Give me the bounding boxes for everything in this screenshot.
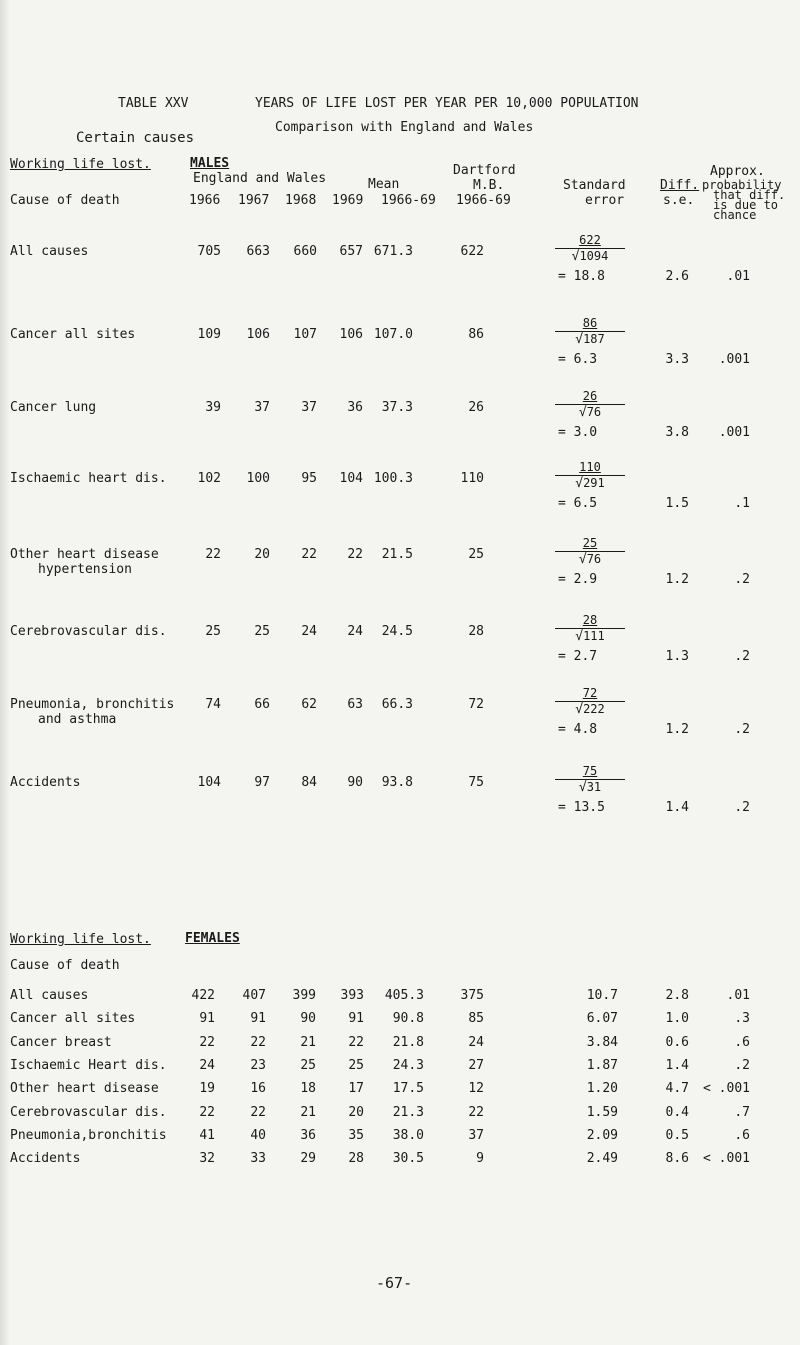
year-1966-label: 1966: [189, 193, 221, 208]
chance-label: chance: [713, 208, 757, 222]
male-mean: 100.3: [373, 471, 413, 486]
sqrt-icon: √: [575, 702, 584, 717]
se-denominator: 76: [586, 405, 602, 419]
female-cause: Other heart disease: [10, 1081, 159, 1097]
male-diff: 1.5: [665, 496, 689, 511]
probability-label: probability: [702, 178, 782, 192]
female-y1966: 91: [199, 1011, 215, 1027]
female-prob: .6: [734, 1034, 750, 1050]
male-se-fraction: [555, 233, 625, 264]
female-prob: .7: [734, 1104, 750, 1120]
error-label: error: [585, 193, 625, 208]
female-prob: < .001: [703, 1081, 750, 1097]
female-y1969: 91: [348, 1011, 364, 1027]
female-dartford: 37: [468, 1127, 484, 1143]
female-y1969: 20: [348, 1104, 364, 1120]
male-se-fraction: [555, 686, 625, 717]
year-1969-label: 1969: [332, 193, 364, 208]
female-prob: .01: [726, 988, 750, 1003]
female-mean: 30.5: [392, 1151, 424, 1167]
female-diff: 1.0: [665, 1011, 689, 1027]
male-dartford: 110: [460, 471, 484, 486]
female-y1967: 33: [250, 1151, 266, 1167]
male-se-fraction: [555, 460, 625, 491]
se-denominator: 111: [583, 629, 605, 643]
female-y1966: 22: [199, 1034, 215, 1050]
male-cause-continued: hypertension: [38, 562, 132, 577]
females-cause-label: Cause of death: [10, 958, 120, 973]
cause-of-death-label: Cause of death: [10, 193, 120, 208]
se-denominator: 76: [586, 552, 602, 566]
male-dartford: 25: [468, 547, 484, 562]
female-y1968: 25: [300, 1057, 316, 1073]
male-diff: 1.4: [665, 800, 689, 815]
female-y1968: 18: [300, 1081, 316, 1097]
male-dartford: 26: [468, 400, 484, 415]
male-se-value: = 6.5: [558, 496, 598, 511]
diff-label: Diff.: [660, 178, 700, 193]
male-cause: Accidents: [10, 775, 81, 790]
female-se: 1.59: [586, 1104, 618, 1120]
se-denominator: 222: [583, 702, 605, 716]
female-y1967: 91: [250, 1011, 266, 1027]
female-y1969: 22: [348, 1034, 364, 1050]
male-mean: 37.3: [381, 400, 413, 415]
female-dartford: 22: [468, 1104, 484, 1120]
male-dartford: 28: [468, 624, 484, 639]
male-diff: 3.8: [665, 425, 689, 440]
se-denominator: 291: [583, 476, 605, 490]
male-se-value: = 18.8: [558, 269, 605, 284]
male-y1969: 104: [339, 471, 363, 486]
female-diff: 1.4: [665, 1057, 689, 1073]
female-cause: Cerebrovascular dis.: [10, 1104, 167, 1120]
male-y1968: 37: [301, 400, 317, 415]
female-dartford: 9: [476, 1151, 484, 1167]
male-probability: .001: [718, 352, 750, 367]
female-y1968: 21: [300, 1104, 316, 1120]
female-mean: 17.5: [392, 1081, 424, 1097]
se-numerator: 110: [579, 460, 601, 474]
female-y1969: 28: [348, 1151, 364, 1167]
table-heading: YEARS OF LIFE LOST PER YEAR PER 10,000 POPULATION: [255, 96, 639, 111]
year-1968-label: 1968: [285, 193, 317, 208]
male-diff: 1.2: [665, 722, 689, 737]
female-mean: 90.8: [392, 1011, 424, 1027]
table-number: TABLE XXV: [118, 96, 189, 111]
male-y1966: 705: [197, 244, 221, 259]
male-se-value: = 2.7: [558, 649, 598, 664]
se-denominator: 187: [583, 332, 605, 346]
female-y1969: 25: [348, 1057, 364, 1073]
se-label: s.e.: [663, 193, 695, 208]
male-y1967: 25: [254, 624, 270, 639]
male-se-fraction: [555, 389, 625, 420]
male-y1968: 660: [293, 244, 317, 259]
male-dartford: 86: [468, 327, 484, 342]
male-y1967: 37: [254, 400, 270, 415]
male-y1968: 107: [293, 327, 317, 342]
male-se-value: = 2.9: [558, 572, 598, 587]
sqrt-icon: √: [578, 552, 587, 567]
se-denominator: 31: [586, 780, 602, 794]
male-y1968: 95: [301, 471, 317, 486]
female-dartford: 24: [468, 1034, 484, 1050]
female-y1969: 393: [340, 988, 364, 1003]
male-y1966: 22: [205, 547, 221, 562]
male-y1968: 84: [301, 775, 317, 790]
females-label: FEMALES: [185, 931, 240, 946]
male-y1967: 100: [246, 471, 270, 486]
male-se-fraction: [555, 536, 625, 567]
male-cause: Cancer lung: [10, 400, 97, 415]
male-probability: .01: [726, 269, 750, 284]
mean-label: Mean: [368, 177, 400, 192]
male-cause: Cerebrovascular dis.: [10, 624, 167, 639]
year-1967-label: 1967: [238, 193, 270, 208]
female-dartford: 27: [468, 1057, 484, 1073]
sqrt-icon: √: [571, 249, 580, 264]
male-dartford: 72: [468, 697, 484, 712]
male-y1967: 97: [254, 775, 270, 790]
female-y1969: 17: [348, 1081, 364, 1097]
page-edge-shadow: [0, 0, 10, 1345]
male-cause: All causes: [10, 244, 89, 259]
female-y1966: 41: [199, 1127, 215, 1143]
female-dartford: 85: [468, 1011, 484, 1027]
male-y1968: 22: [301, 547, 317, 562]
sqrt-icon: √: [575, 332, 584, 347]
male-se-value: = 4.8: [558, 722, 598, 737]
female-y1967: 407: [242, 988, 266, 1003]
male-y1969: 63: [347, 697, 363, 712]
female-diff: 4.7: [665, 1081, 689, 1097]
sqrt-icon: √: [578, 780, 587, 795]
female-y1966: 22: [199, 1104, 215, 1120]
male-probability: .001: [718, 425, 750, 440]
male-y1967: 66: [254, 697, 270, 712]
female-y1966: 19: [199, 1081, 215, 1097]
male-dartford: 622: [460, 244, 484, 259]
se-numerator: 72: [582, 686, 598, 700]
female-y1968: 90: [300, 1011, 316, 1027]
male-se-value: = 3.0: [558, 425, 598, 440]
female-y1968: 21: [300, 1034, 316, 1050]
male-se-fraction: [555, 764, 625, 795]
male-mean: 24.5: [381, 624, 413, 639]
male-y1967: 663: [246, 244, 270, 259]
se-numerator: 26: [582, 389, 598, 403]
female-dartford: 12: [468, 1081, 484, 1097]
female-diff: 0.5: [665, 1127, 689, 1143]
working-life-label: Working life lost.: [10, 157, 151, 172]
male-probability: .2: [734, 649, 750, 664]
female-y1966: 422: [191, 988, 215, 1003]
female-y1966: 24: [199, 1057, 215, 1073]
male-diff: 1.3: [665, 649, 689, 664]
sqrt-icon: √: [575, 629, 584, 644]
female-cause: Cancer all sites: [10, 1011, 136, 1027]
female-diff: 0.6: [665, 1034, 689, 1050]
female-cause: Accidents: [10, 1151, 81, 1167]
female-y1968: 29: [300, 1151, 316, 1167]
female-diff: 0.4: [665, 1104, 689, 1120]
female-se: 1.87: [586, 1057, 618, 1073]
male-probability: .2: [734, 572, 750, 587]
dartford-label: Dartford: [453, 163, 516, 178]
certain-causes-label: Certain causes: [76, 130, 195, 146]
male-y1969: 106: [339, 327, 363, 342]
female-mean: 21.3: [392, 1104, 424, 1120]
female-prob: .6: [734, 1127, 750, 1143]
male-y1969: 90: [347, 775, 363, 790]
female-prob: .3: [734, 1011, 750, 1027]
male-cause: Ischaemic heart dis.: [10, 471, 167, 486]
female-y1969: 35: [348, 1127, 364, 1143]
male-mean: 21.5: [381, 547, 413, 562]
male-probability: .2: [734, 800, 750, 815]
male-probability: .2: [734, 722, 750, 737]
female-cause: Ischaemic Heart dis.: [10, 1057, 167, 1073]
female-diff: 2.8: [665, 988, 689, 1003]
se-numerator: 86: [582, 316, 598, 330]
page-number: -67-: [376, 1274, 413, 1292]
male-se-fraction: [555, 613, 625, 644]
male-diff: 1.2: [665, 572, 689, 587]
female-mean: 21.8: [392, 1034, 424, 1050]
male-y1966: 102: [197, 471, 221, 486]
female-y1966: 32: [199, 1151, 215, 1167]
se-numerator: 75: [582, 764, 598, 778]
male-y1967: 106: [246, 327, 270, 342]
is-due-label: is due to: [713, 198, 779, 212]
female-se: 6.07: [586, 1011, 618, 1027]
female-prob: .2: [734, 1057, 750, 1073]
male-y1966: 25: [205, 624, 221, 639]
male-diff: 3.3: [665, 352, 689, 367]
table-subtitle: Comparison with England and Wales: [275, 120, 534, 135]
male-y1967: 20: [254, 547, 270, 562]
male-dartford: 75: [468, 775, 484, 790]
se-numerator: 622: [579, 233, 601, 247]
female-se: 10.7: [586, 988, 618, 1003]
male-y1968: 24: [301, 624, 317, 639]
male-y1969: 24: [347, 624, 363, 639]
female-y1968: 36: [300, 1127, 316, 1143]
female-se: 3.84: [586, 1034, 618, 1050]
male-y1966: 109: [197, 327, 221, 342]
approx-label: Approx.: [710, 164, 765, 179]
female-y1968: 399: [292, 988, 316, 1003]
male-cause-continued: and asthma: [38, 712, 117, 727]
se-numerator: 25: [582, 536, 598, 550]
female-y1967: 22: [250, 1034, 266, 1050]
male-se-value: = 6.3: [558, 352, 598, 367]
female-diff: 8.6: [665, 1151, 689, 1167]
sqrt-icon: √: [575, 476, 584, 491]
female-mean: 24.3: [392, 1057, 424, 1073]
dartford-period-label: 1966-69: [456, 193, 511, 208]
sqrt-icon: √: [578, 405, 587, 420]
male-diff: 2.6: [665, 269, 689, 284]
female-y1967: 40: [250, 1127, 266, 1143]
standard-label: Standard: [563, 178, 626, 193]
male-se-fraction: [555, 316, 625, 347]
female-y1967: 22: [250, 1104, 266, 1120]
mean-period-label: 1966-69: [381, 193, 436, 208]
male-se-value: = 13.5: [558, 800, 605, 815]
female-prob: < .001: [703, 1151, 750, 1167]
male-y1968: 62: [301, 697, 317, 712]
female-y1967: 23: [250, 1057, 266, 1073]
male-y1969: 22: [347, 547, 363, 562]
se-denominator: 1094: [579, 249, 609, 263]
female-mean: 405.3: [384, 988, 424, 1003]
mb-label: M.B.: [473, 178, 505, 193]
male-mean: 671.3: [373, 244, 413, 259]
male-cause: Pneumonia, bronchitis: [10, 697, 175, 712]
male-y1966: 104: [197, 775, 221, 790]
england-wales-label: England and Wales: [193, 171, 327, 186]
female-cause: Cancer breast: [10, 1034, 112, 1050]
male-cause: Cancer all sites: [10, 327, 136, 342]
male-y1969: 36: [347, 400, 363, 415]
male-mean: 93.8: [381, 775, 413, 790]
female-y1967: 16: [250, 1081, 266, 1097]
female-se: 2.49: [586, 1151, 618, 1167]
male-cause: Other heart disease: [10, 547, 159, 562]
females-working-life-label: Working life lost.: [10, 932, 151, 947]
se-numerator: 28: [582, 613, 598, 627]
male-mean: 107.0: [373, 327, 413, 342]
male-y1969: 657: [339, 244, 363, 259]
female-cause: Pneumonia,bronchitis: [10, 1127, 167, 1143]
male-y1966: 39: [205, 400, 221, 415]
males-label: MALES: [190, 156, 230, 171]
female-mean: 38.0: [392, 1127, 424, 1143]
female-se: 2.09: [586, 1127, 618, 1143]
female-se: 1.20: [586, 1081, 618, 1097]
that-diff-label: that diff.: [713, 188, 786, 202]
female-dartford: 375: [460, 988, 484, 1003]
male-probability: .1: [734, 496, 750, 511]
female-cause: All causes: [10, 988, 89, 1003]
male-y1966: 74: [205, 697, 221, 712]
male-mean: 66.3: [381, 697, 413, 712]
